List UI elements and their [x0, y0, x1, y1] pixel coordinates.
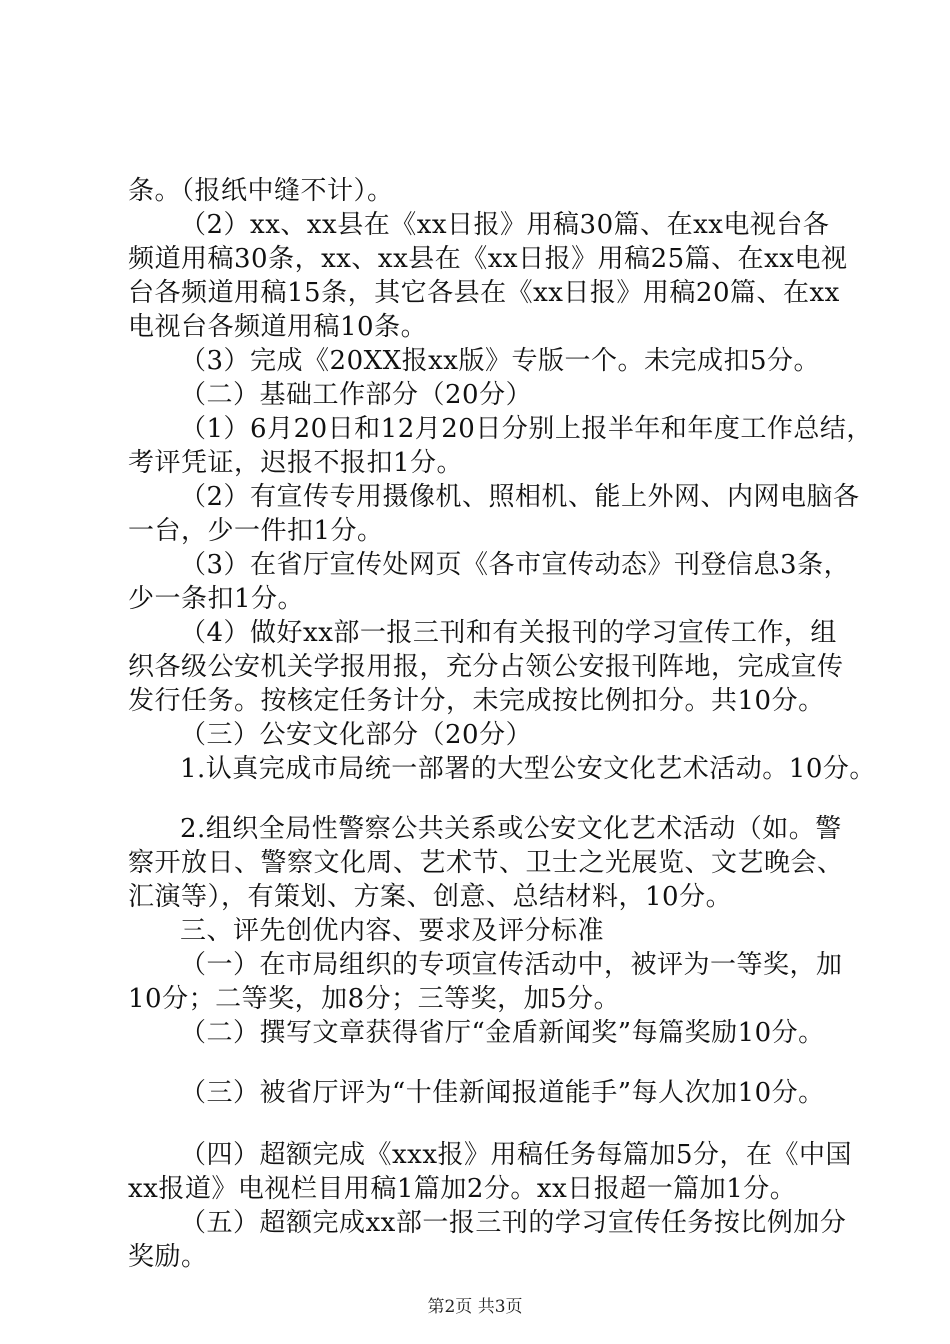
text-line: （4）做好xx部一报三刊和有关报刊的学习宣传工作，组 — [180, 618, 837, 648]
text-line: （五）超额完成xx部一报三刊的学习宣传任务按比例加分 — [180, 1208, 847, 1238]
text-line: 2.组织全局性警察公共关系或公安文化艺术活动（如。警 — [180, 814, 842, 844]
text-line: 1.认真完成市局统一部署的大型公安文化艺术活动。10分。 — [180, 754, 876, 784]
section-heading: （三）公安文化部分（20分） — [180, 720, 533, 750]
text-line: 考评凭证，迟报不报扣1分。 — [128, 448, 464, 478]
section-heading: （二）基础工作部分（20分） — [180, 380, 533, 410]
section-heading: 三、评先创优内容、要求及评分标准 — [180, 916, 605, 946]
text-line: （2）xx、xx县在《xx日报》用稿30篇、在xx电视台各 — [180, 210, 830, 240]
text-line: 一台，少一件扣1分。 — [128, 516, 384, 546]
text-line: （2）有宣传专用摄像机、照相机、能上外网、内网电脑各 — [180, 482, 860, 512]
text-line: （3）在省厅宣传处网页《各市宣传动态》刊登信息3条， — [180, 550, 851, 580]
text-line: 少一条扣1分。 — [128, 584, 305, 614]
text-line: 台各频道用稿15条，其它各县在《xx日报》用稿20篇、在xx — [128, 278, 840, 308]
text-line: 织各级公安机关学报用报，充分占领公安报刊阵地，完成宣传 — [128, 652, 844, 682]
text-line: 电视台各频道用稿10条。 — [128, 312, 428, 342]
text-line: 10分；二等奖，加8分；三等奖，加5分。 — [128, 984, 621, 1014]
text-line: 奖励。 — [128, 1242, 208, 1272]
text-line: 条。（报纸中缝不计）。 — [128, 176, 394, 206]
page-footer: 第2页 共3页 — [427, 1297, 523, 1317]
text-line: 汇演等），有策划、方案、创意、总结材料，10分。 — [128, 882, 733, 912]
text-line: （四）超额完成《xxx报》用稿任务每篇加5分，在《中国 — [180, 1140, 853, 1170]
text-line: 发行任务。按核定任务计分，未完成按比例扣分。共10分。 — [128, 686, 825, 716]
text-line: 频道用稿30条，xx、xx县在《xx日报》用稿25篇、在xx电视 — [128, 244, 848, 274]
text-line: （一）在市局组织的专项宣传活动中，被评为一等奖，加 — [180, 950, 843, 980]
text-line: （3）完成《20XX报xx版》专版一个。未完成扣5分。 — [180, 346, 821, 376]
text-line: （1）6月20日和12月20日分别上报半年和年度工作总结， — [180, 414, 873, 444]
text-line: （二）撰写文章获得省厅“金盾新闻奖”每篇奖励10分。 — [180, 1018, 825, 1048]
text-line: xx报道》电视栏目用稿1篇加2分。xx日报超一篇加1分。 — [128, 1174, 797, 1204]
text-line: （三）被省厅评为“十佳新闻报道能手”每人次加10分。 — [180, 1078, 825, 1108]
text-line: 察开放日、警察文化周、艺术节、卫士之光展览、文艺晚会、 — [128, 848, 844, 878]
